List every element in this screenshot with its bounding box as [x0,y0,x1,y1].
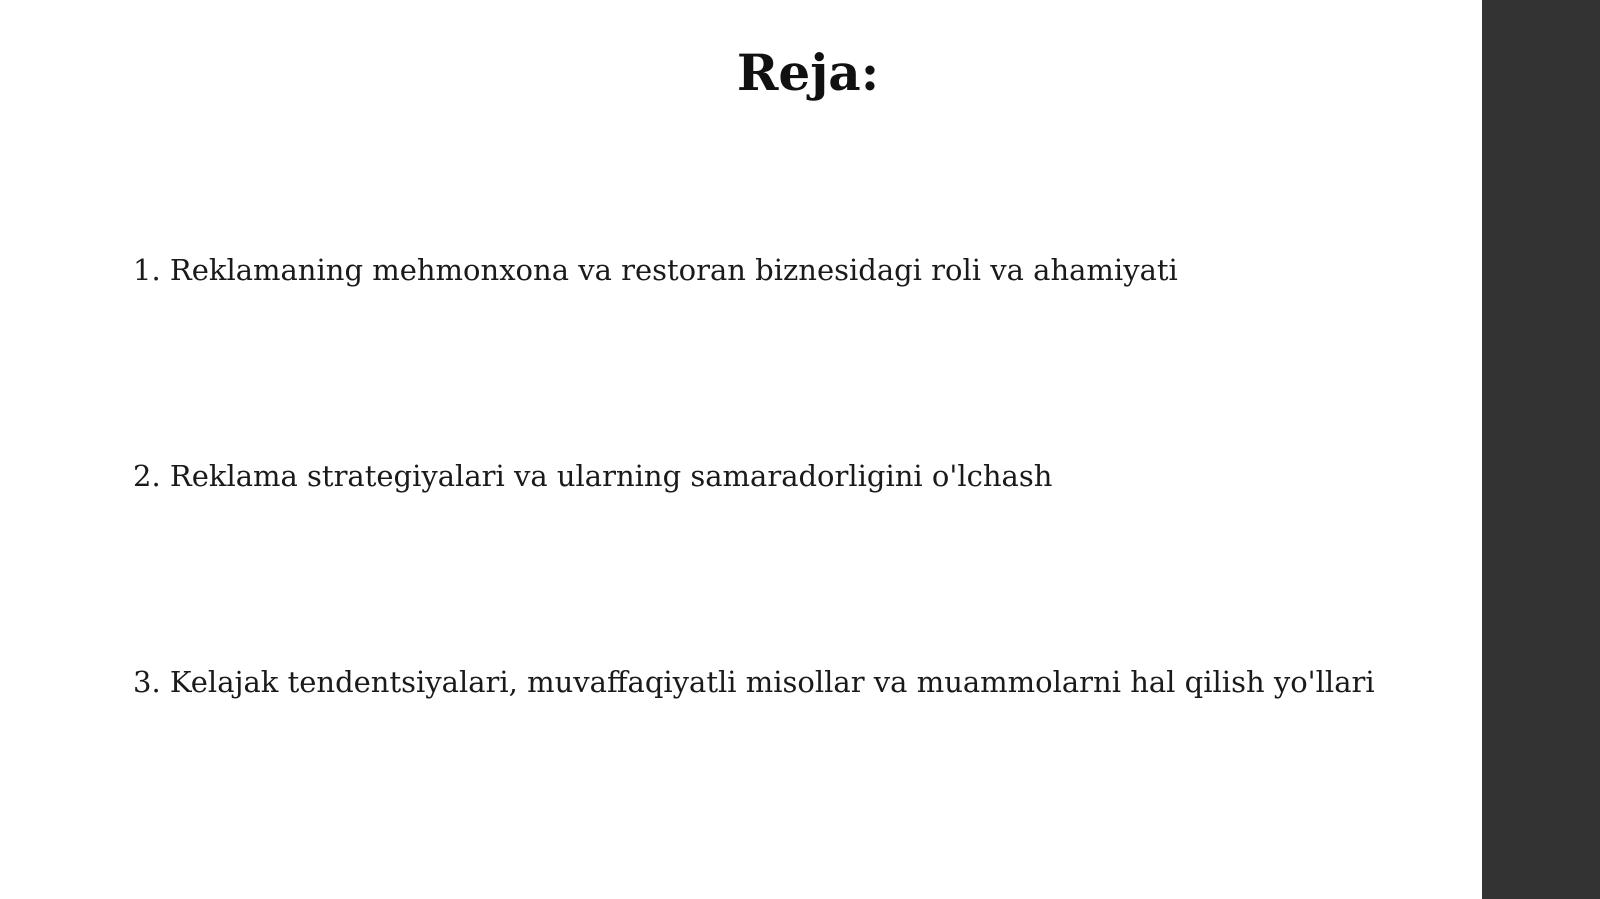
slide-title: Reja: [736,43,880,102]
plan-item-2: 2. Reklama strategiyalari va ularning samaradorligini o'lchash [133,459,1053,493]
dark-side-panel [1482,0,1600,899]
plan-item-1: 1. Reklamaning mehmonxona va restoran biznesidagi roli va ahamiyati [133,253,1178,287]
plan-item-3: 3. Kelajak tendentsiyalari, muvaffaqiyatli misollar va muammolarni hal qilish yo'llari [133,665,1375,699]
